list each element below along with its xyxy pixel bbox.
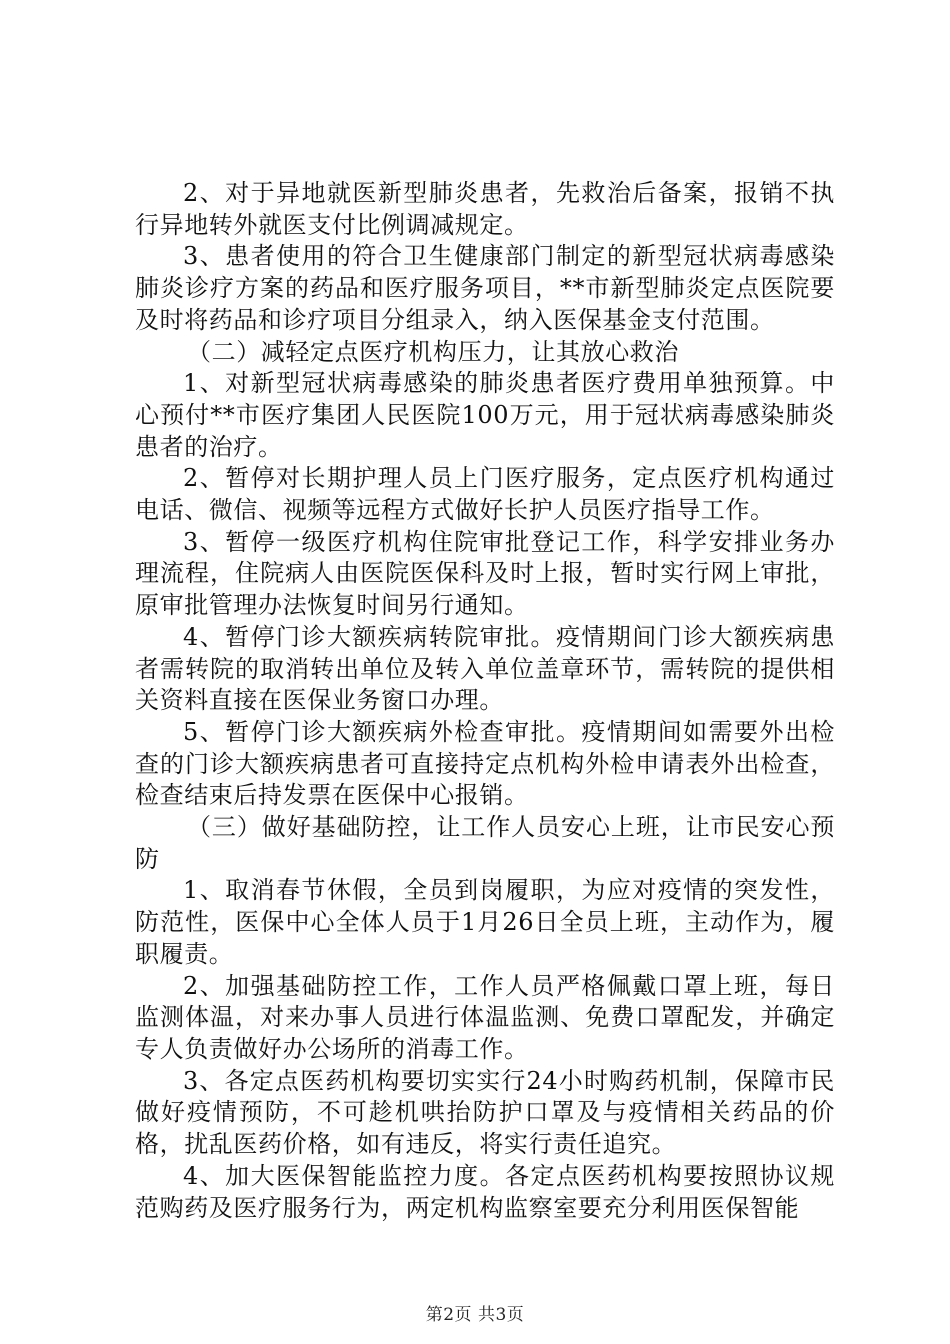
- page-number-footer: 第2页 共3页: [425, 1305, 525, 1325]
- section-heading: （三）做好基础防控，让工作人员安心上班，让市民安心预防: [135, 813, 835, 873]
- paragraph: 3、各定点医药机构要切实实行24小时购药机制，保障市民做好疫情预防，不可趁机哄抬防护口罩及与疫情相关药品的价格，扰乱医药价格，如有违反，将实行责任追究。: [135, 1066, 835, 1159]
- document-body: [135, 178, 835, 1224]
- paragraph: 2、加强基础防控工作，工作人员严格佩戴口罩上班，每日监测体温，对来办事人员进行体温监测、免费口罩配发，并确定专人负责做好办公场所的消毒工作。: [135, 971, 835, 1063]
- paragraph: 2、对于异地就医新型肺炎患者，先救治后备案，报销不执行异地转外就医支付比例调减规定。: [135, 179, 835, 239]
- paragraph: 4、加大医保智能监控力度。各定点医药机构要按照协议规范购药及医疗服务行为，两定机构监察室要充分利用医保智能: [135, 1161, 835, 1222]
- paragraph: 3、患者使用的符合卫生健康部门制定的新型冠状病毒感染肺炎诊疗方案的药品和医疗服务项目，**市新型肺炎定点医院要及时将药品和诊疗项目分组录入，纳入医保基金支付范围。: [135, 242, 835, 334]
- paragraph: 3、暂停一级医疗机构住院审批登记工作，科学安排业务办理流程，住院病人由医院医保科及时上报，暂时实行网上审批，原审批管理办法恢复时间另行通知。: [135, 527, 835, 620]
- paragraph: 1、对新型冠状病毒感染的肺炎患者医疗费用单独预算。中心预付**市医疗集团人民医院100万元，用于冠状病毒感染肺炎患者的治疗。: [135, 369, 835, 461]
- paragraph: 5、暂停门诊大额疾病外检查审批。疫情期间如需要外出检查的门诊大额疾病患者可直接持定点机构外检申请表外出检查，检查结束后持发票在医保中心报销。: [135, 717, 835, 810]
- section-heading: （二）减轻定点医疗机构压力，让其放心救治: [187, 337, 679, 366]
- paragraph: 4、暂停门诊大额疾病转院审批。疫情期间门诊大额疾病患者需转院的取消转出单位及转入单位盖章环节，需转院的提供相关资料直接在医保业务窗口办理。: [135, 622, 835, 715]
- paragraph: 2、暂停对长期护理人员上门医疗服务，定点医疗机构通过电话、微信、视频等远程方式做好长护人员医疗指导工作。: [135, 464, 835, 525]
- paragraph: 1、取消春节休假，全员到岗履职，为应对疫情的突发性，防范性，医保中心全体人员于1月26日全员上班，主动作为，履职履责。: [135, 876, 835, 968]
